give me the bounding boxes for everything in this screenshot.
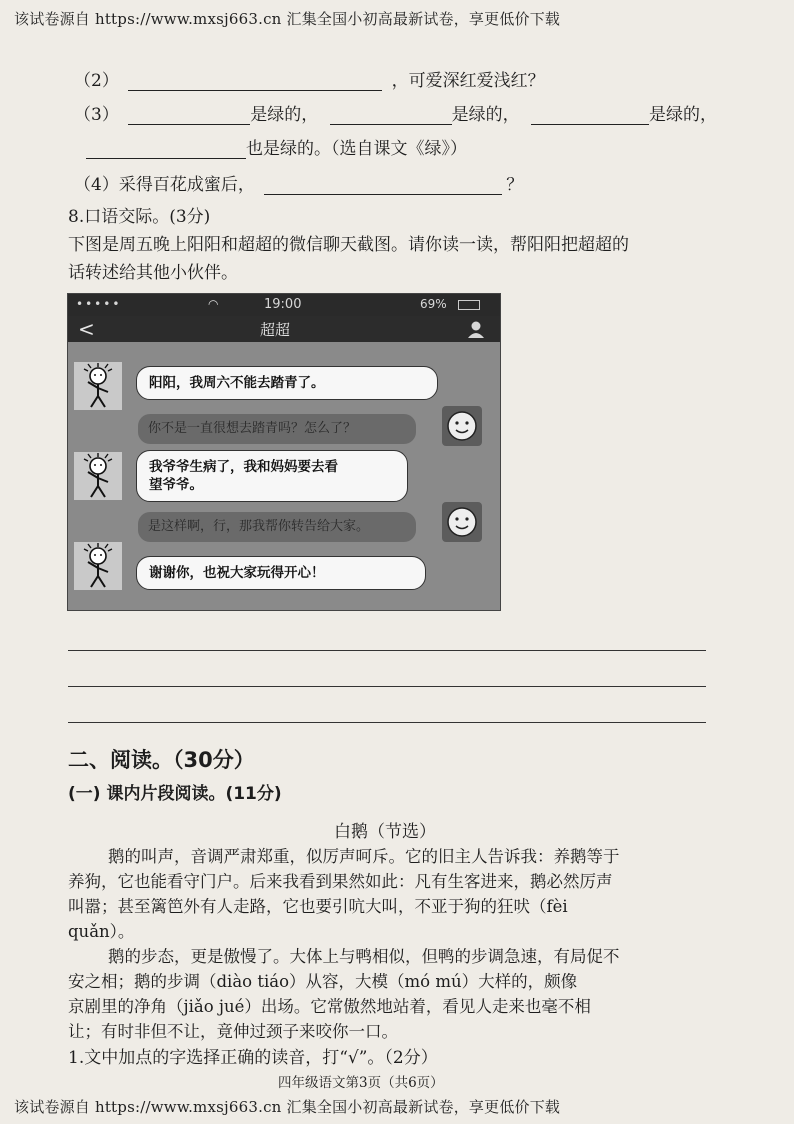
wechat-screenshot xyxy=(67,293,501,611)
question-1: 1.文中加点的字选择正确的读音，打“√”。（2分） xyxy=(68,1048,438,1068)
answer-blank[interactable] xyxy=(531,107,649,125)
q7-item4-tail: ？ xyxy=(506,175,524,195)
answer-blank[interactable] xyxy=(264,177,502,195)
q7-item3-b: 是绿的， xyxy=(451,105,520,125)
back-icon[interactable]: < xyxy=(78,317,95,341)
section-heading: 二、阅读。（30分） xyxy=(68,748,255,772)
answer-blank[interactable] xyxy=(86,141,246,159)
q8-prompt-line2: 话转述给其他小伙伴。 xyxy=(68,263,238,283)
q7-item4 xyxy=(74,170,523,195)
passage-line: quǎn）。 xyxy=(68,922,135,941)
answer-blank[interactable] xyxy=(330,107,452,125)
chat-bubble-right: 你不是一直很想去踏青吗？怎么了？ xyxy=(138,414,416,444)
subsection-heading: (一) 课内片段阅读。(11分) xyxy=(68,784,282,804)
source-banner-top: 该试卷源自 https://www.mxsj663.cn 汇集全国小初高最新试卷，享更低价下载 xyxy=(14,10,561,28)
smiley-icon xyxy=(442,502,482,542)
battery-percent: 69% xyxy=(420,297,447,311)
q7-item2 xyxy=(74,66,545,91)
q7-item3-line1 xyxy=(74,100,717,125)
contact-name: 超超 xyxy=(260,321,291,339)
chat-bubble-left: 谢谢你，也祝大家玩得开心！ xyxy=(136,556,426,590)
q7-item3-a: 是绿的， xyxy=(250,105,319,125)
battery-icon xyxy=(458,300,480,310)
avatar xyxy=(74,452,122,500)
answer-line[interactable] xyxy=(68,722,706,723)
q7-item3-line2 xyxy=(86,134,467,159)
profile-icon[interactable] xyxy=(466,319,486,339)
passage-line: 让；有时非但不让，竟伸过颈子来咬你一口。 xyxy=(68,1022,398,1041)
passage-line: 鹅的步态，更是傲慢了。大体上与鸭相似，但鸭的步调急速，有局促不 xyxy=(108,947,620,966)
q7-item3-number: （3） xyxy=(74,105,119,125)
avatar xyxy=(74,542,122,590)
status-time: 19:00 xyxy=(264,297,302,312)
answer-blank[interactable] xyxy=(128,107,250,125)
avatar xyxy=(442,502,482,542)
chat-bubble-left xyxy=(136,450,408,502)
passage-line: 叫嚣；甚至篱笆外有人走路，它也要引吭大叫，不亚于狗的狂吠（fèi xyxy=(68,897,568,916)
q7-item2-tail: ，可爱深红爱浅红？ xyxy=(391,71,545,91)
message-line: 我爷爷生病了，我和妈妈要去看 xyxy=(149,459,338,475)
q8-title: 8.口语交际。(3分) xyxy=(68,207,211,227)
passage-line: 京剧里的净角（jiǎo jué）出场。它常傲然地站着，看见人走来也毫不相 xyxy=(68,997,591,1016)
chat-bubble-left: 阳阳，我周六不能去踏青了。 xyxy=(136,366,438,400)
avatar xyxy=(442,406,482,446)
avatar xyxy=(74,362,122,410)
message-line: 望爷爷。 xyxy=(149,477,203,493)
passage-line: 养狗，它也能看守门户。后来我看到果然如此：凡有生客进来，鹅必然厉声 xyxy=(68,872,613,891)
q7-item2-number: （2） xyxy=(74,71,119,91)
stick-figure-icon xyxy=(74,362,122,410)
q8-prompt-line1: 下图是周五晚上阳阳和超超的微信聊天截图。请你读一读，帮阳阳把超超的 xyxy=(68,235,629,255)
q7-item3-d: 也是绿的。（选自课文《绿》） xyxy=(246,139,467,159)
smiley-icon xyxy=(442,406,482,446)
chat-bubble-right: 是这样啊，行，那我帮你转告给大家。 xyxy=(138,512,416,542)
page-number: 四年级语文第3页（共6页） xyxy=(278,1075,444,1091)
chat-header xyxy=(68,316,501,342)
q7-item4-lead: （4）采得百花成蜜后， xyxy=(74,175,255,195)
answer-line[interactable] xyxy=(68,686,706,687)
wifi-icon: ◠ xyxy=(208,297,219,311)
passage-line: 鹅的叫声，音调严肃郑重，似厉声呵斥。它的旧主人告诉我：养鹅等于 xyxy=(108,847,620,866)
phone-status-bar xyxy=(68,294,501,316)
stick-figure-icon xyxy=(74,452,122,500)
answer-blank[interactable] xyxy=(128,73,382,91)
stick-figure-icon xyxy=(74,542,122,590)
q7-item3-c: 是绿的， xyxy=(649,105,718,125)
chat-body xyxy=(68,342,501,611)
passage-title: 白鹅（节选） xyxy=(334,822,436,842)
passage-line: 安之相；鹅的步调（diào tiáo）从容，大模（mó mú）大样的，颇像 xyxy=(68,972,578,991)
source-banner-bottom: 该试卷源自 https://www.mxsj663.cn 汇集全国小初高最新试卷，享更低价下载 xyxy=(14,1098,561,1116)
signal-icon: ••••• xyxy=(76,297,122,311)
answer-line[interactable] xyxy=(68,650,706,651)
